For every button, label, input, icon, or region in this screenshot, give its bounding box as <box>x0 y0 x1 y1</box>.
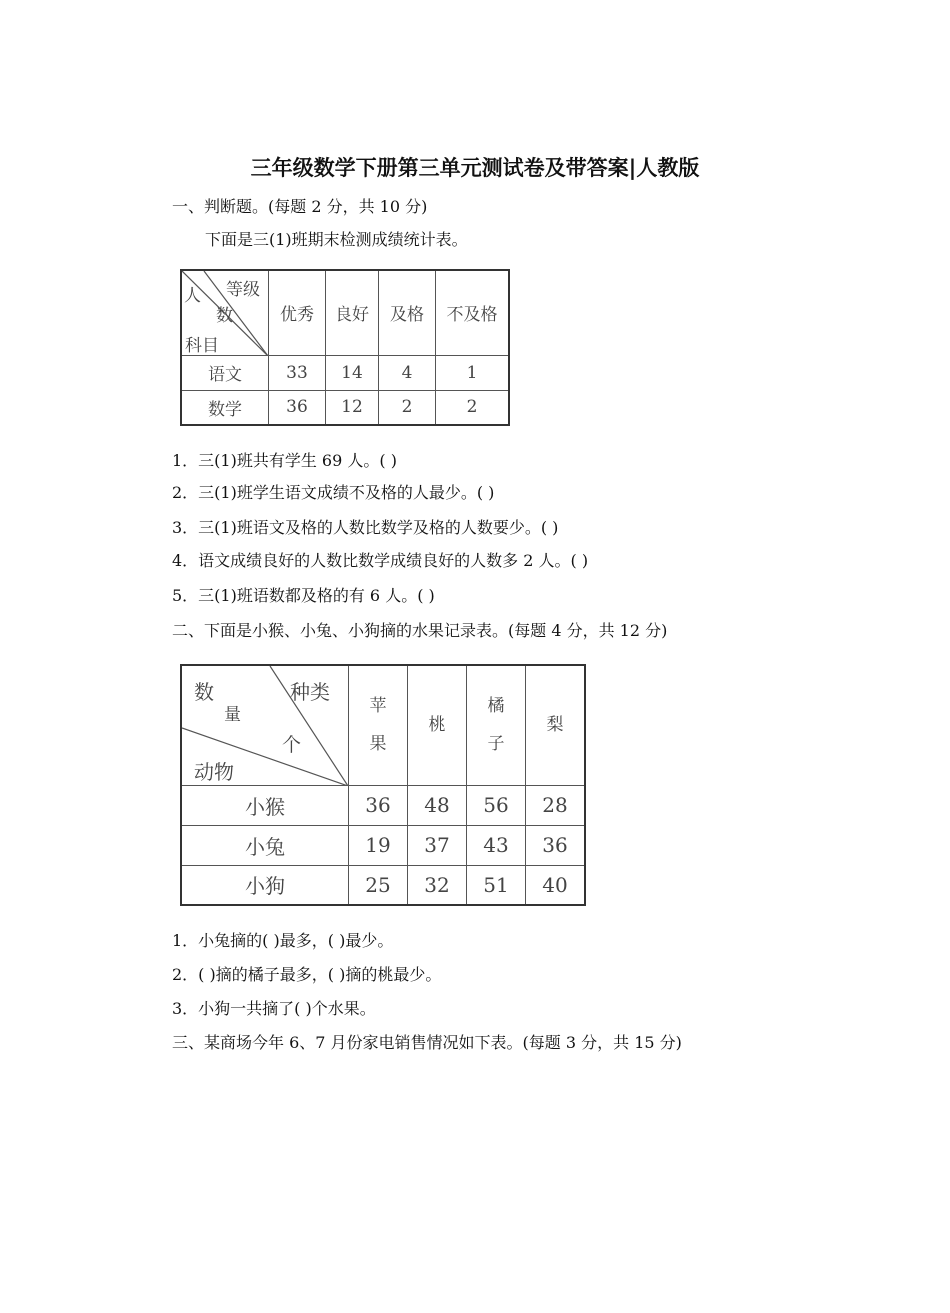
page-title: 三年级数学下册第三单元测试卷及带答案|人教版 <box>250 156 700 180</box>
header-fail: 不及格 <box>436 270 510 355</box>
row-label: 小狗 <box>181 865 349 905</box>
cell: 12 <box>326 390 379 425</box>
fruit-table-diagonal-header <box>181 665 349 785</box>
cell: 4 <box>379 355 436 390</box>
question-1-1: 1．三(1)班共有学生 69 人。( ) <box>172 451 397 470</box>
cell: 36 <box>526 825 586 865</box>
header-pass: 及格 <box>379 270 436 355</box>
table-row <box>181 355 509 390</box>
diag-label-animal: 动物 <box>194 760 234 784</box>
row-label: 小兔 <box>181 825 349 865</box>
row-label: 语文 <box>181 355 269 390</box>
cell: 1 <box>436 355 510 390</box>
question-2-3: 3．小狗一共摘了( )个水果。 <box>172 999 376 1018</box>
section2-heading: 二、下面是小猴、小兔、小狗摘的水果记录表。(每题 4 分，共 12 分) <box>172 621 668 640</box>
header-apple: 苹 果 <box>349 665 408 785</box>
cell: 14 <box>326 355 379 390</box>
diag-label-quantity-2: 量 <box>224 705 241 725</box>
question-1-3: 3．三(1)班语文及格的人数比数学及格的人数要少。( ) <box>172 518 559 537</box>
question-2-1: 1．小兔摘的( )最多，( )最少。 <box>172 931 394 950</box>
score-table-diagonal-header <box>181 270 269 355</box>
header-orange: 橘 子 <box>467 665 526 785</box>
section1-intro: 下面是三(1)班期末检测成绩统计表。 <box>205 230 468 249</box>
table-row <box>181 785 585 825</box>
header-pear: 梨 <box>526 665 586 785</box>
diag-label-subject: 科目 <box>185 336 219 356</box>
section3-heading: 三、某商场今年 6、7 月份家电销售情况如下表。(每题 3 分，共 15 分) <box>172 1033 682 1052</box>
cell: 19 <box>349 825 408 865</box>
cell: 36 <box>349 785 408 825</box>
question-2-2: 2．( )摘的橘子最多，( )摘的桃最少。 <box>172 965 442 984</box>
row-label: 小猴 <box>181 785 349 825</box>
cell: 56 <box>467 785 526 825</box>
fruit-table <box>180 664 586 906</box>
question-1-4: 4．语文成绩良好的人数比数学成绩良好的人数多 2 人。( ) <box>172 551 589 570</box>
cell: 2 <box>436 390 510 425</box>
table-row <box>181 390 509 425</box>
cell: 43 <box>467 825 526 865</box>
header-peach: 桃 <box>408 665 467 785</box>
table-row <box>181 865 585 905</box>
cell: 32 <box>408 865 467 905</box>
section1-heading: 一、判断题。(每题 2 分，共 10 分) <box>172 197 428 216</box>
header-good: 良好 <box>326 270 379 355</box>
diag-label-people: 人 <box>184 286 201 306</box>
diag-label-quantity-1: 数 <box>194 680 214 704</box>
cell: 33 <box>269 355 326 390</box>
cell: 48 <box>408 785 467 825</box>
score-table <box>180 269 510 426</box>
table-row <box>181 825 585 865</box>
diag-label-unit: 个 <box>282 734 302 756</box>
header-excellent: 优秀 <box>269 270 326 355</box>
cell: 28 <box>526 785 586 825</box>
question-1-2: 2．三(1)班学生语文成绩不及格的人最少。( ) <box>172 483 495 502</box>
cell: 51 <box>467 865 526 905</box>
cell: 37 <box>408 825 467 865</box>
cell: 2 <box>379 390 436 425</box>
cell: 36 <box>269 390 326 425</box>
cell: 40 <box>526 865 586 905</box>
diag-label-grade: 等级 <box>226 280 260 300</box>
diag-label-count: 数 <box>216 306 233 326</box>
row-label: 数学 <box>181 390 269 425</box>
question-1-5: 5．三(1)班语数都及格的有 6 人。( ) <box>172 586 435 605</box>
cell: 25 <box>349 865 408 905</box>
diag-label-kind: 种类 <box>290 680 330 704</box>
